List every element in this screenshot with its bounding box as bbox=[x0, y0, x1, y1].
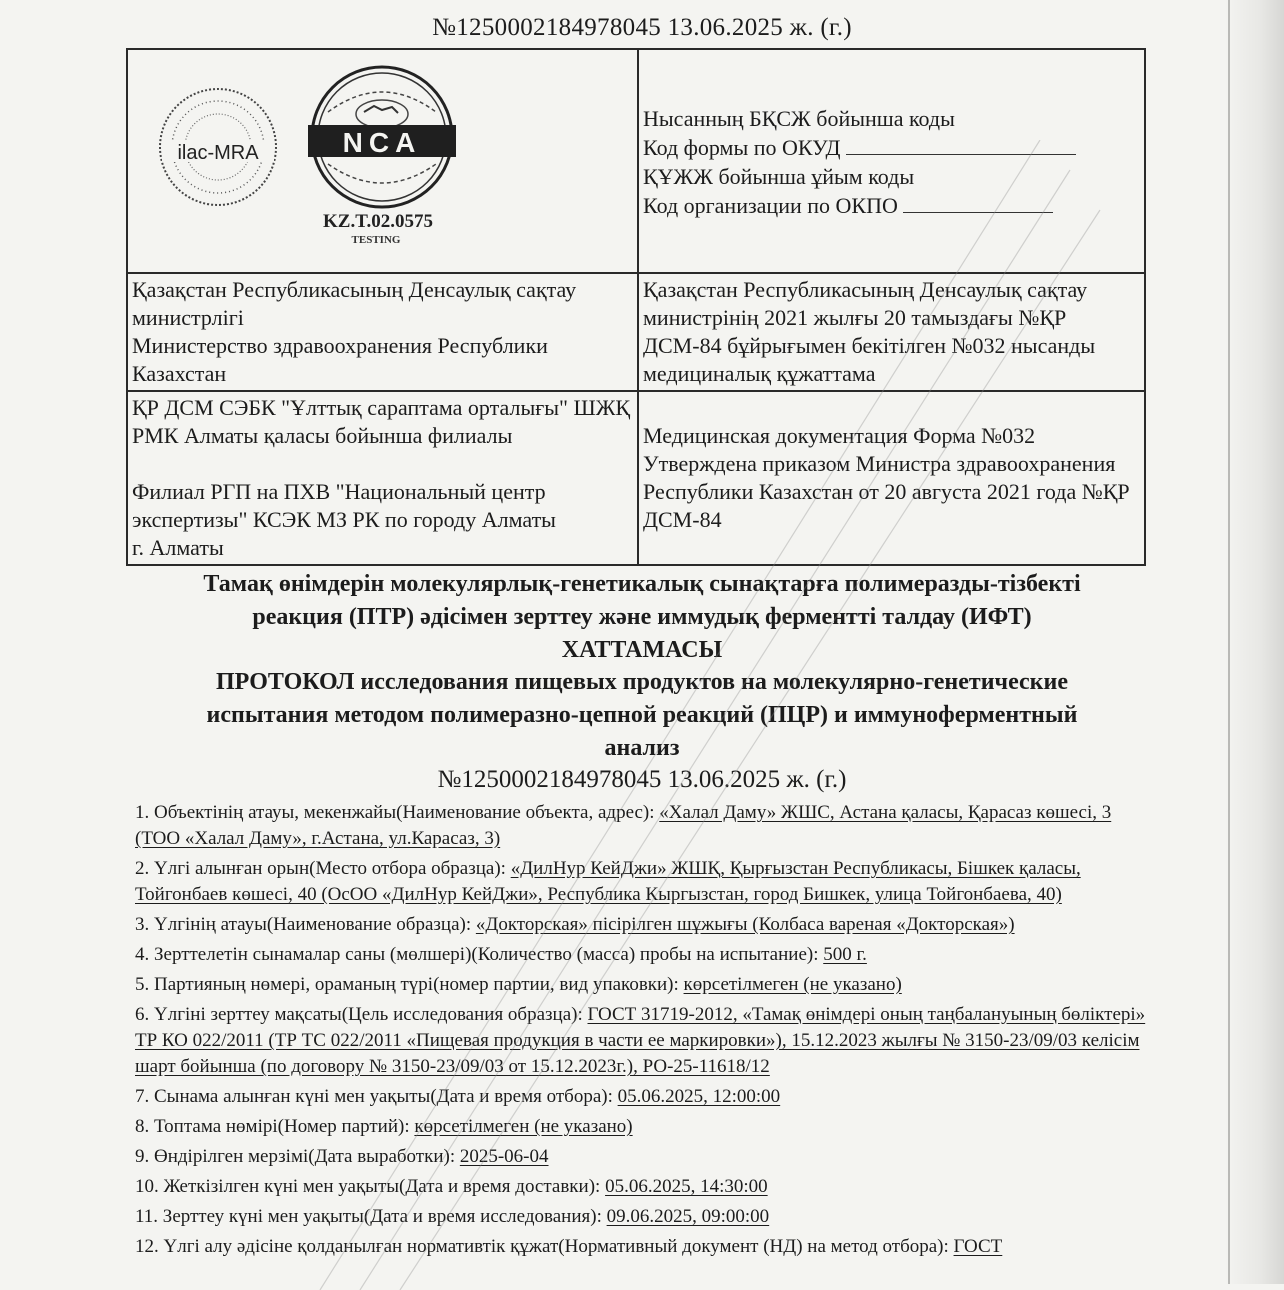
nca-logo-icon bbox=[308, 67, 456, 246]
branch-kz: ҚР ДСМ СЭБК "Ұлттық сараптама орталығы" ШЖҚ РМК Алматы қаласы бойынша филиалы bbox=[132, 395, 631, 448]
form-ru-cell bbox=[638, 391, 1145, 565]
protocol-item: 8. Топтама нөмірі(Номер партий): көрсетілмеген (не указано) bbox=[135, 1116, 633, 1137]
protocol-item: 2. Үлгі алынған орын(Место отбора образца): «ДилНур КейДжи» ЖШҚ, Қырғызстан Республикасы, Бішкек қаласы, Тойгонбаев көшесі, 40 (ОсОО «ДилНур КейДжи», Республика Кыргызстан, город Бишкек, улица Тойгонбаева, 40) bbox=[135, 858, 1081, 905]
ilac-logo-text: ilac-MRA bbox=[177, 142, 259, 164]
protocol-item: 6. Үлгіні зерттеу мақсаты(Цель исследования образца): ГОСТ 31719-2012, «Тамақ өнімдері оның таңбалануының бөліктері» ТР КО 022/2011 (ТР ТС 022/2011 «Пищевая продукция в части ее маркировки»), 15.12.2023 жылғы № 3150-23/09/03 келісім шарт бойынша (по договору № 3150-23/09/03 от 15.12.2023г.), РО-25-11618/12 bbox=[135, 1004, 1146, 1077]
accreditation-number: KZ.T.02.0575 bbox=[323, 211, 433, 232]
form-kz-text: Қазақстан Республикасының Денсаулық сақтау министрінің 2021 жылғы 20 тамыздағы №ҚР ДСМ-84 бұйрығымен бекітілген №032 нысанды медициналық құжаттама bbox=[643, 277, 1096, 386]
branch-city: г. Алматы bbox=[132, 535, 224, 560]
form-code-line-3: ҚҰЖЖ бойынша ұйым коды bbox=[643, 164, 915, 189]
protocol-item: 9. Өндірілген мерзімі(Дата выработки): 2025-06-04 bbox=[135, 1146, 549, 1167]
ministry-kz: Қазақстан Республикасының Денсаулық сақтау министрлігі bbox=[132, 277, 577, 330]
protocol-item: 3. Үлгінің атауы(Наименование образца): «Докторская» пісірілген шұжығы (Колбаса вареная «Докторская») bbox=[135, 914, 1015, 935]
protocol-item: 5. Партияның нөмері, ораманың түрі(номер партии, вид упаковки): көрсетілмеген (не указано) bbox=[135, 974, 902, 995]
document-number-top: №1250002184978045 13.06.2025 ж. (г.) bbox=[432, 14, 852, 41]
protocol-items bbox=[135, 800, 1147, 1264]
ministry-ru: Министерство здравоохранения Республики Казахстан bbox=[132, 333, 548, 386]
title-ru-line-2: испытания методом полимеразно-цепной реакций (ПЦР) и иммуноферментный bbox=[206, 702, 1078, 728]
page-edge-line bbox=[1228, 0, 1230, 1284]
logos-cell bbox=[127, 49, 638, 273]
protocol-item: 4. Зерттелетін сынамалар саны (мөлшері)(Количество (масса) пробы на испытание): 500 г. bbox=[135, 944, 867, 965]
title-kz-line-2: реакция (ПТР) әдісімен зерттеу және иммудық ферментті талдау (ИФТ) bbox=[252, 604, 1032, 630]
accreditation-logos bbox=[132, 52, 622, 270]
protocol-item: 10. Жеткізілген күні мен уақыты(Дата и время доставки): 05.06.2025, 14:30:00 bbox=[135, 1176, 768, 1197]
form-ru-text: Медицинская документация Форма №032 Утверждена приказом Министра здравоохранения Республики Казахстан от 20 августа 2021 года №ҚР ДСМ-84 bbox=[643, 423, 1130, 532]
form-kz-cell bbox=[638, 273, 1145, 391]
title-kz-line-1: Тамақ өнімдерін молекулярлық-генетикалық сынақтарға полимеразды-тізбекті bbox=[203, 571, 1081, 597]
protocol-item: 7. Сынама алынған күні мен уақыты(Дата и время отбора): 05.06.2025, 12:00:00 bbox=[135, 1086, 781, 1107]
page-edge-shadow bbox=[1224, 0, 1284, 1284]
branch-cell bbox=[127, 391, 638, 565]
ilac-mra-logo-icon bbox=[160, 89, 276, 205]
protocol-item: 1. Объектінің атауы, мекенжайы(Наименование объекта, адрес): «Халал Даму» ЖШС, Астана қаласы, Қарасаз көшесі, 3 (ТОО «Халал Даму», г.Астана, ул.Карасаз, 3) bbox=[135, 802, 1112, 849]
okud-code-blank bbox=[846, 136, 1076, 155]
header-table bbox=[126, 48, 1146, 566]
title-kz-line-3: ХАТТАМАСЫ bbox=[561, 637, 723, 663]
branch-ru: Филиал РГП на ПХВ "Национальный центр экспертизы" КСЭК МЗ РК по городу Алматы bbox=[132, 479, 556, 532]
form-code-line-4: Код организации по ОКПО bbox=[643, 191, 1140, 220]
title-ru-line-3: анализ bbox=[604, 735, 680, 761]
form-codes-cell bbox=[638, 49, 1145, 273]
title-ru-line-1: ПРОТОКОЛ исследования пищевых продуктов на молекулярно-генетические bbox=[216, 669, 1068, 695]
document-number-protocol: №1250002184978045 13.06.2025 ж. (г.) bbox=[437, 766, 847, 793]
ministry-cell bbox=[127, 273, 638, 391]
protocol-item: 11. Зерттеу күні мен уақыты(Дата и время исследования): 09.06.2025, 09:00:00 bbox=[135, 1206, 770, 1227]
form-code-line-2: Код формы по ОКУД bbox=[643, 133, 1140, 162]
okpo-code-blank bbox=[903, 194, 1053, 213]
nca-logo-text: NCA bbox=[342, 127, 422, 158]
testing-label: TESTING bbox=[351, 234, 401, 246]
form-code-line-1: Нысанның БҚСЖ бойынша коды bbox=[643, 106, 955, 131]
protocol-item: 12. Үлгі алу әдісіне қолданылған нормативтік құжат(Нормативный документ (НД) на метод отбора): ГОСТ bbox=[135, 1236, 1003, 1257]
